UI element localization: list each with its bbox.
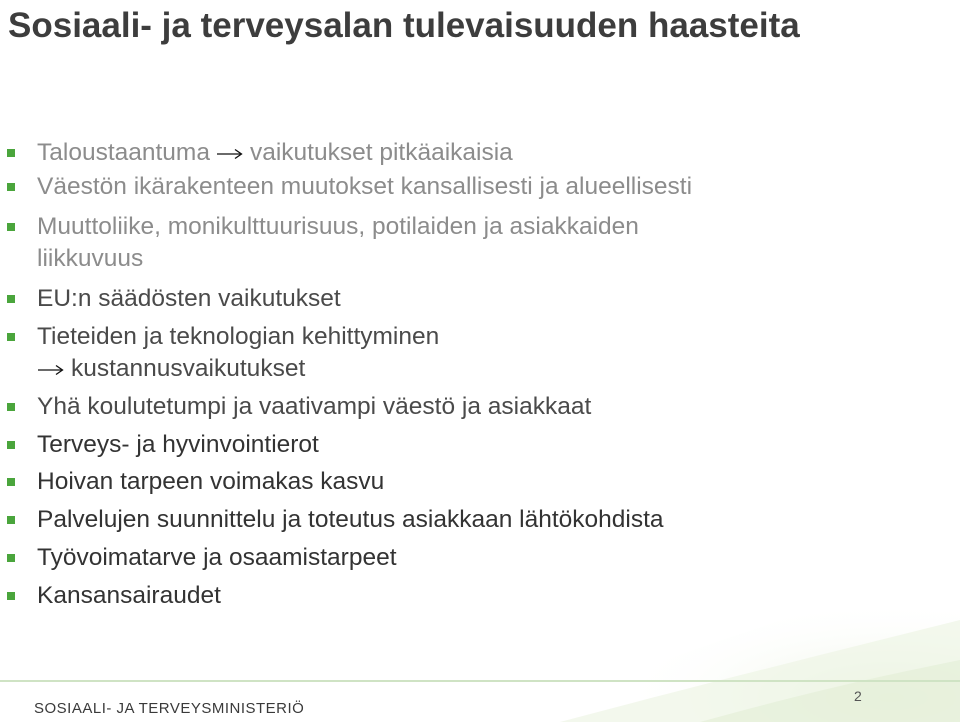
square-bullet-icon bbox=[7, 592, 15, 600]
square-bullet-icon bbox=[7, 441, 15, 449]
slide-title: Sosiaali- ja terveysalan tulevaisuuden haasteita bbox=[8, 6, 800, 45]
bullet-text: Palvelujen suunnittelu ja toteutus asiakkaan lähtökohdista bbox=[37, 506, 664, 533]
bullet-text: Yhä koulutetumpi ja vaativampi väestö ja asiakkaat bbox=[37, 393, 592, 420]
bullet-text: Hoivan tarpeen voimakas kasvu bbox=[37, 468, 385, 495]
bullet-item bbox=[0, 466, 900, 498]
bullet-item bbox=[0, 580, 900, 612]
bullet-item bbox=[0, 283, 900, 315]
bullet-item bbox=[0, 542, 900, 574]
bullet-text: Kansansairaudet bbox=[37, 582, 221, 609]
bullet-text-line1: Tieteiden ja teknologian kehittyminen bbox=[37, 323, 440, 350]
bullet-text-after-arrow: vaikutukset pitkäaikaisia bbox=[249, 139, 513, 166]
page-number: 2 bbox=[854, 688, 862, 704]
bullet-item bbox=[0, 137, 900, 169]
bullet-text: EU:n säädösten vaikutukset bbox=[37, 285, 341, 312]
bullet-text-line1: Muuttoliike, monikulttuurisuus, potilaiden ja asiakkaiden bbox=[37, 213, 639, 240]
bullet-item bbox=[0, 211, 900, 275]
footer-divider bbox=[0, 680, 960, 682]
bullet-item bbox=[0, 429, 900, 461]
square-bullet-icon bbox=[7, 223, 15, 231]
bullet-text-line2 bbox=[37, 353, 900, 385]
bullet-text: Terveys- ja hyvinvointierot bbox=[37, 431, 319, 458]
bullet-item bbox=[0, 504, 900, 536]
bullet-text: Väestön ikärakenteen muutokset kansallisesti ja alueellisesti bbox=[37, 173, 693, 200]
bullet-text: Työvoimatarve ja osaamistarpeet bbox=[37, 544, 397, 571]
right-arrow-icon bbox=[37, 363, 65, 377]
square-bullet-icon bbox=[7, 478, 15, 486]
bullet-item bbox=[0, 391, 900, 423]
bullet-item bbox=[0, 171, 900, 203]
square-bullet-icon bbox=[7, 403, 15, 411]
bullet-list bbox=[0, 137, 900, 618]
square-bullet-icon bbox=[7, 149, 15, 157]
bullet-item bbox=[0, 321, 900, 385]
square-bullet-icon bbox=[7, 295, 15, 303]
right-arrow-icon bbox=[216, 147, 244, 161]
square-bullet-icon bbox=[7, 183, 15, 191]
square-bullet-icon bbox=[7, 554, 15, 562]
square-bullet-icon bbox=[7, 333, 15, 341]
bullet-text-after-arrow: kustannusvaikutukset bbox=[71, 355, 306, 382]
organization-name: SOSIAALI- JA TERVEYSMINISTERIÖ bbox=[34, 700, 305, 717]
square-bullet-icon bbox=[7, 516, 15, 524]
bullet-text-line2: liikkuvuus bbox=[37, 245, 144, 272]
bullet-text-before-arrow: Taloustaantuma bbox=[37, 139, 210, 166]
